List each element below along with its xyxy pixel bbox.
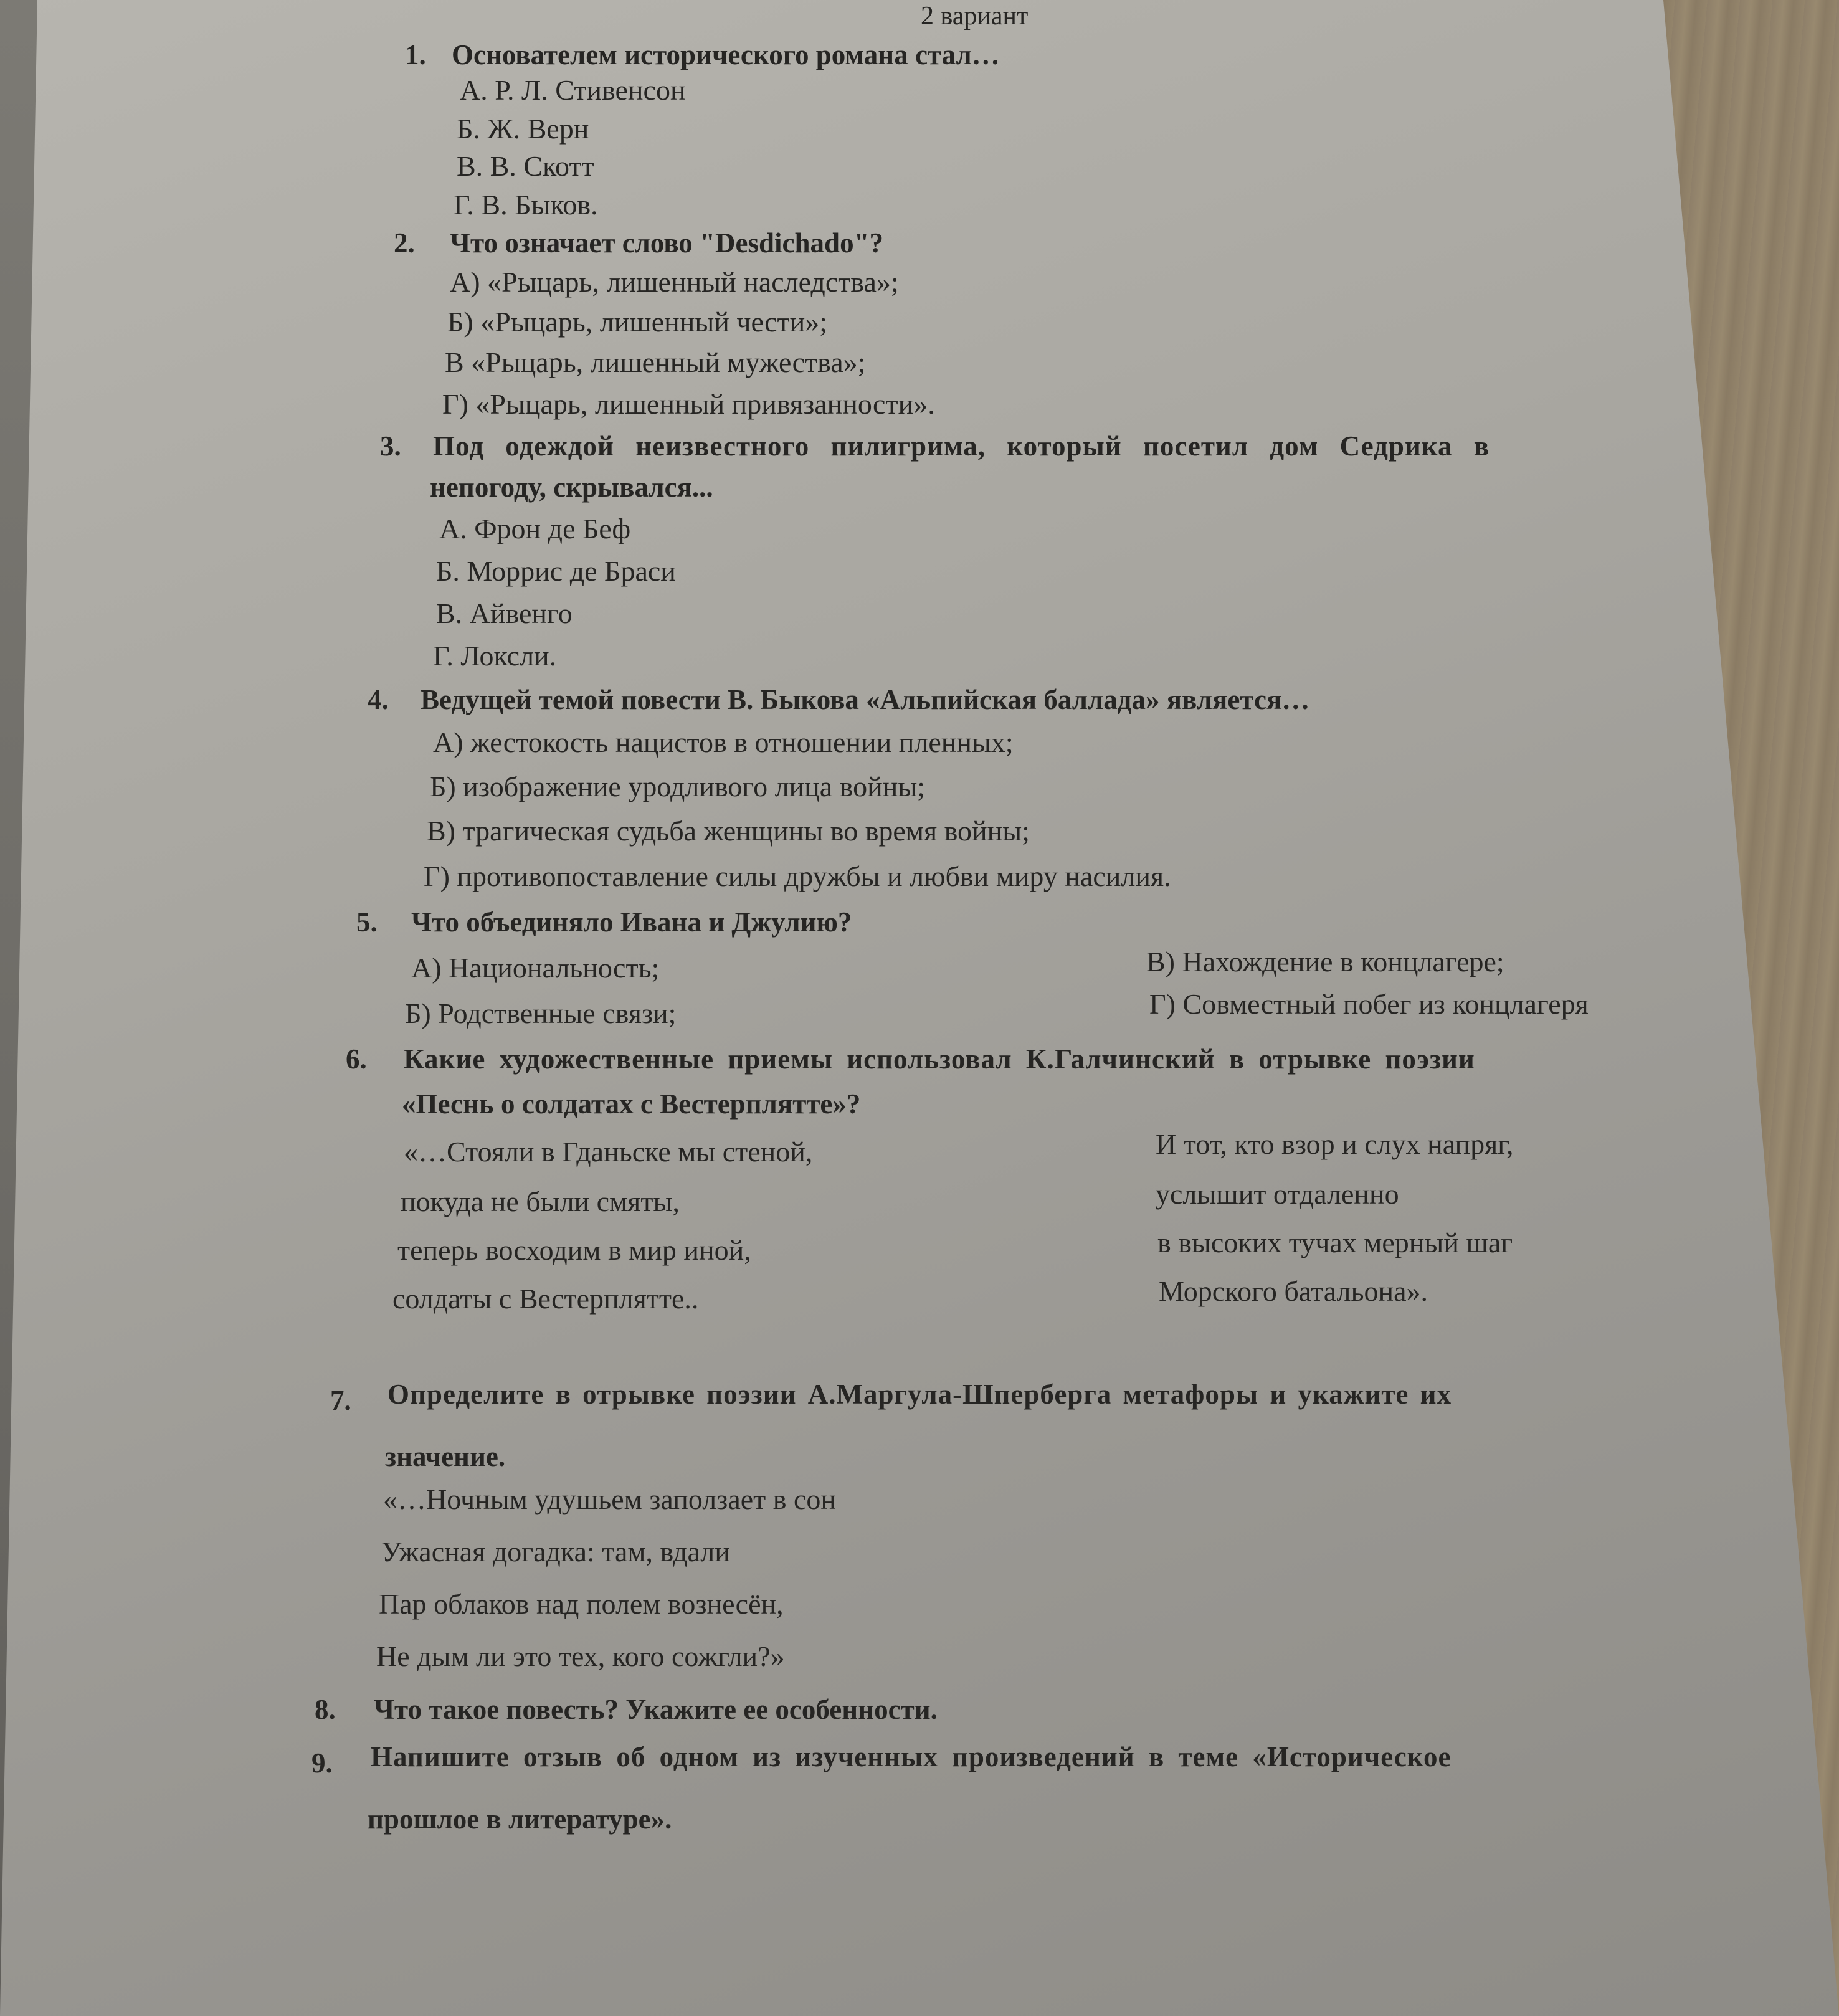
question-6-text-line-1: Какие художественные приемы использовал К.Галчинский в отрывке поэзии: [404, 1044, 1475, 1075]
question-7-text-line-1: Определите в отрывке поэзии А.Маргула-Шперберга метафоры и укажите их: [387, 1379, 1452, 1410]
question-6-poem-right-line-2: услышит отдаленно: [1156, 1178, 1399, 1210]
question-2-text: Что означает слово "Desdichado"?: [450, 227, 884, 259]
question-8-text: Что такое повесть? Укажите ее особенности.: [374, 1694, 938, 1725]
question-6-poem-right-line-3: в высоких тучах мерный шаг: [1157, 1227, 1513, 1258]
question-3-option-a: А. Фрон де Беф: [439, 513, 631, 544]
question-6-number: 6.: [346, 1044, 367, 1075]
variant-title: 2 вариант: [921, 2, 1029, 31]
question-6-poem-left-line-4: солдаты с Вестерплятте..: [392, 1283, 699, 1315]
question-4-option-c: В) трагическая судьба женщины во время войны;: [427, 815, 1030, 847]
question-4-option-d: Г) противопоставление силы дружбы и любви миру насилия.: [424, 860, 1171, 892]
question-4-option-a: А) жестокость нацистов в отношении пленных;: [433, 726, 1014, 758]
question-6-poem-left-line-3: теперь восходим в мир иной,: [397, 1234, 751, 1266]
question-5-option-a: А) Национальность;: [411, 952, 660, 984]
question-2-option-c: В «Рыцарь, лишенный мужества»;: [445, 346, 866, 378]
question-5-option-d: Г) Совместный побег из концлагеря: [1149, 988, 1589, 1020]
question-2-option-b: Б) «Рыцарь, лишенный чести»;: [447, 306, 828, 338]
question-2-option-a: А) «Рыцарь, лишенный наследства»;: [450, 266, 899, 298]
question-1-option-d: Г. В. Быков.: [454, 189, 598, 221]
question-7-number: 7.: [330, 1385, 351, 1416]
question-8-number: 8.: [315, 1694, 336, 1725]
question-4-text: Ведущей темой повести В. Быкова «Альпийская баллада» является…: [421, 684, 1310, 715]
question-1-option-c: В. В. Скотт: [457, 150, 594, 182]
question-1-text: Основателем исторического романа стал…: [452, 39, 1000, 70]
question-5-number: 5.: [356, 906, 378, 938]
question-3-option-d: Г. Локсли.: [433, 640, 557, 672]
question-3-number: 3.: [380, 430, 401, 462]
question-5-option-b: Б) Родственные связи;: [405, 997, 677, 1029]
question-6-poem-left-line-2: покуда не были смяты,: [401, 1186, 680, 1217]
question-3-option-b: Б. Моррис де Браси: [436, 555, 676, 587]
question-3-text-line-2: непогоду, скрывался...: [430, 472, 713, 503]
question-7-poem-line-1: «…Ночным удушьем заползает в сон: [383, 1483, 837, 1515]
question-6-poem-right-line-4: Морского батальона».: [1159, 1275, 1428, 1307]
question-6-text-line-2: «Песнь о солдатах с Вестерплятте»?: [402, 1088, 861, 1120]
question-1-option-b: Б. Ж. Верн: [457, 113, 589, 145]
question-3-text-line-1: Под одеждой неизвестного пилигрима, который посетил дом Седрика в: [433, 430, 1490, 462]
question-2-number: 2.: [394, 227, 415, 259]
question-1-number: 1.: [405, 39, 426, 70]
question-7-poem-line-3: Пар облаков над полем вознесён,: [379, 1588, 784, 1620]
question-6-poem-left-line-1: «…Стояли в Гданьске мы стеной,: [404, 1136, 813, 1167]
question-2-option-d: Г) «Рыцарь, лишенный привязанности».: [442, 388, 935, 420]
question-4-number: 4.: [368, 684, 389, 715]
question-1-option-a: А. Р. Л. Стивенсон: [460, 74, 686, 106]
question-7-text-line-2: значение.: [385, 1441, 506, 1472]
question-9-text-line-2: прошлое в литературе».: [368, 1804, 672, 1835]
question-7-poem-line-4: Не дым ли это тех, кого сожгли?»: [376, 1640, 785, 1672]
question-9-number: 9.: [311, 1747, 333, 1779]
question-7-poem-line-2: Ужасная догадка: там, вдали: [381, 1536, 730, 1567]
question-3-option-c: В. Айвенго: [436, 597, 573, 629]
question-4-option-b: Б) изображение уродливого лица войны;: [430, 771, 926, 802]
question-5-option-c: В) Нахождение в концлагере;: [1146, 946, 1504, 977]
question-9-text-line-1: Напишите отзыв об одном из изученных произведений в теме «Историческое: [371, 1741, 1452, 1772]
question-5-text: Что объединяло Ивана и Джулию?: [411, 906, 852, 938]
question-6-poem-right-line-1: И тот, кто взор и слух напряг,: [1156, 1128, 1514, 1160]
